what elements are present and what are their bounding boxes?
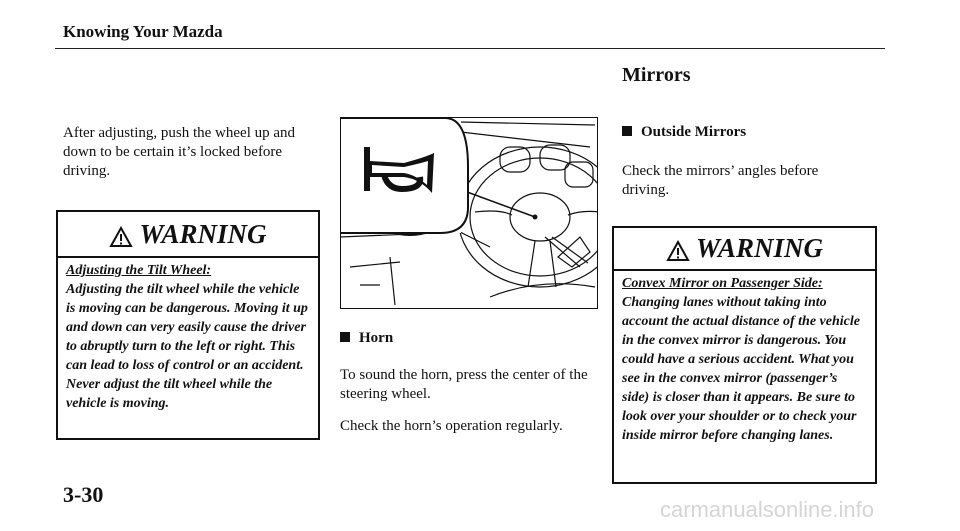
warning-header [614, 228, 875, 271]
warning-header [58, 212, 318, 258]
warning-triangle-icon [666, 240, 690, 262]
warning-subtitle: Convex Mirror on Passenger Side: [622, 276, 823, 291]
outside-mirrors-paragraph: Check the mirrors’ angles before driving. [622, 163, 819, 198]
warning-body [58, 258, 318, 415]
horn-paragraph-1: To sound the horn, press the center of the steering wheel. [340, 367, 588, 402]
bullet-icon [622, 126, 632, 136]
horn-heading-label: Horn [359, 330, 394, 346]
warning-text: Adjusting the tilt wheel while the vehicle is moving can be dangerous. Moving it up and down can very easily cause the driver to abruptly turn to the left or right. This can lead to loss of control or an accident. Never adjust the tilt wheel while the vehicle is moving. [66, 282, 308, 411]
convex-mirror-warning-box [612, 226, 877, 484]
watermark: carmanualsonline.info [660, 497, 875, 522]
warning-title: WARNING [695, 233, 824, 263]
horn-heading [340, 330, 393, 347]
warning-triangle-icon [109, 226, 133, 248]
warning-title: WARNING [139, 219, 267, 249]
warning-subtitle: Adjusting the Tilt Wheel: [66, 263, 212, 278]
section-title: Mirrors [622, 64, 691, 86]
running-header: Knowing Your Mazda [63, 22, 223, 41]
horn-paragraph-2: Check the horn’s operation regularly. [340, 418, 563, 434]
header-rule [55, 48, 885, 49]
bullet-icon [340, 332, 350, 342]
tilt-wheel-warning-box [56, 210, 320, 440]
warning-body [614, 271, 875, 447]
outside-mirrors-heading-label: Outside Mirrors [641, 124, 747, 140]
page-number: 3-30 [63, 482, 104, 507]
warning-text: Changing lanes without taking into account the actual distance of the vehicle in the convex mirror is dangerous. You could have a serious accident. What you see in the convex mirror (passenger’s side) is closer than it appears. Be sure to look over your shoulder or to check your inside mirror before changing lanes. [622, 295, 860, 443]
outside-mirrors-heading [622, 124, 746, 141]
tilt-wheel-paragraph: After adjusting, push the wheel up and down to be certain it’s locked before driving. [63, 125, 296, 179]
steering-wheel-horn-illustration [340, 117, 598, 309]
